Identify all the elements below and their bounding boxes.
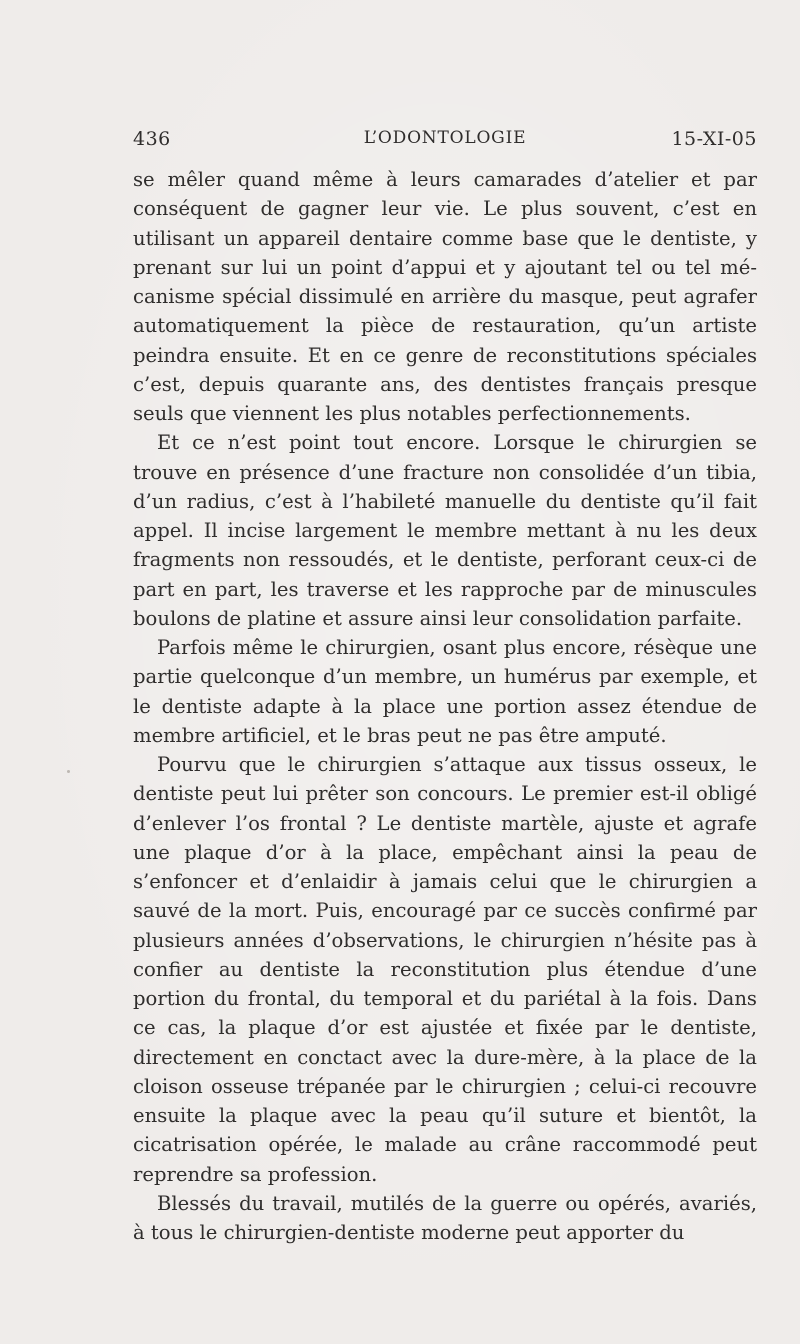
paragraph-4: Pourvu que le chirurgien s’attaque aux tissus osseux, le dentiste peut lui prêter son concours. Le premier est-il obligé d’enlever l’os frontal ? Le dentiste martèle, ajuste et agrafe une plaque d’or à la place, empêchant ainsi la peau de s’enfoncer et d’enlaidir à jamais celui que le chirurgien a sauvé de la mort. Puis, encouragé par ce succès confirmé par plusieurs années d’observations, le chirurgien n’hésite pas à confier au dentiste la reconstitution plus étendue d’une portion du frontal, du temporal et du pariétal à la fois. Dans ce cas, la plaque d’or est ajustée et fixée par le dentiste, directement en conctact avec la dure-mère, à la place de la cloison osseuse trépanée par le chirurgien ; celui-ci recouvre ensuite la plaque avec la peau qu’il suture et bientôt, la cicatrisation opérée, le malade au crâne raccommodé peut reprendre sa profession. bbox=[133, 753, 757, 1186]
issue-date: 15-XI-05 bbox=[671, 128, 757, 150]
paper-speck bbox=[67, 770, 70, 773]
running-header bbox=[133, 128, 757, 156]
journal-title: L’ODONTOLOGIE bbox=[363, 128, 527, 148]
paragraph-1: se mêler quand même à leurs camarades d’atelier et par conséquent de gagner leur vie. Le plus souvent, c’est en utilisant un appareil dentaire comme base que le dentiste, y prenant sur lui un point d’appui et y ajoutant tel ou tel mécanisme spécial dissimulé en arrière du masque, peut agrafer automatiquement la pièce de restauration, qu’un artiste peindra ensuite. Et en ce genre de reconstitutions spéciales c’est, depuis quarante ans, des dentistes français presque seuls que viennent les plus notables perfectionnements. bbox=[133, 168, 757, 425]
body-text bbox=[133, 165, 757, 1247]
paragraph-3: Parfois même le chirurgien, osant plus encore, résèque une partie quelconque d’un membre, un humérus par exemple, et le dentiste adapte à la place une portion assez étendue de membre artificiel, et le bras peut ne pas être amputé. bbox=[133, 636, 757, 747]
page-number: 436 bbox=[133, 128, 171, 150]
paragraph-5: Blessés du travail, mutilés de la guerre ou opérés, avariés, à tous le chirurgien-dentiste moderne peut apporter du bbox=[133, 1191, 757, 1244]
paragraph-2: Et ce n’est point tout encore. Lorsque le chirurgien se trouve en présence d’une fracture non consolidée d’un tibia, d’un radius, c’est à l’habileté manuelle du dentiste qu’il fait appel. Il incise largement le membre mettant à nu les deux fragments non ressoudés, et le dentiste, perforant ceux-ci de part en part, les traverse et les rapproche par de minuscules boulons de platine et assure ainsi leur consolidation parfaite. bbox=[133, 431, 757, 630]
